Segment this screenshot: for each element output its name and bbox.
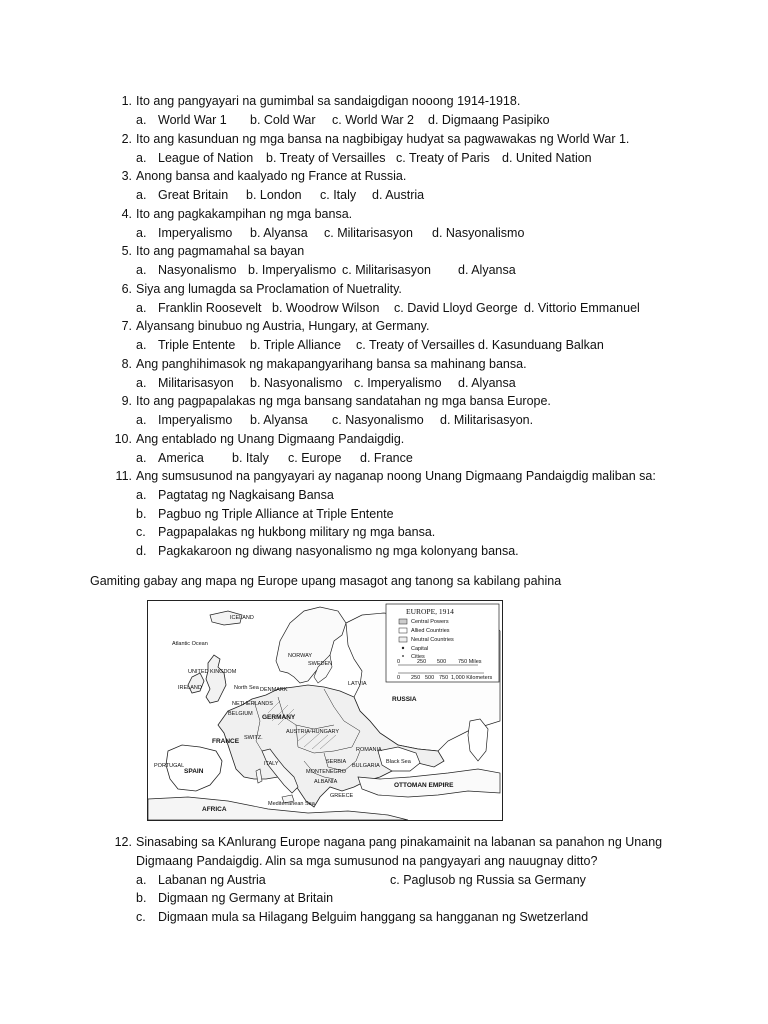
question-number: 8.	[121, 357, 132, 371]
option-c: c. Nasyonalismo	[332, 413, 424, 427]
question-text: Ito ang pagpapalakas ng mga bansang sandatahan ng mga bansa Europe.	[136, 394, 551, 408]
option-d: d. France	[360, 451, 413, 465]
option-b: b. Treaty of Versailles	[266, 151, 386, 165]
map-drawing	[148, 601, 502, 820]
label-ottoman: OTTOMAN EMPIRE	[394, 782, 454, 789]
option-d: d. Alyansa	[458, 376, 516, 390]
option-letter: a.	[136, 226, 147, 240]
label-atlantic: Atlantic Ocean	[172, 641, 208, 647]
label-spain: SPAIN	[184, 768, 204, 775]
scale-label: 750 Miles	[458, 659, 482, 665]
option-c: c. Treaty of Versailles	[356, 338, 475, 352]
option-text: Pagtatag ng Nagkaisang Bansa	[158, 488, 334, 502]
option-c: c. Europe	[288, 451, 342, 465]
scale-label: 0	[397, 659, 401, 665]
label-romania: ROMANIA	[356, 747, 382, 753]
map-instruction: Gamiting gabay ang mapa ng Europe upang masagot ang tanong sa kabilang pahina	[90, 574, 562, 588]
question-text: Anong bansa and kaalyado ng France at Russia.	[136, 169, 407, 183]
option-d: d. Digmaang Pasipiko	[428, 113, 550, 127]
legend-central-powers: Central Powers	[411, 619, 449, 625]
label-denmark: DENMARK	[260, 687, 288, 693]
label-greece: GREECE	[330, 793, 354, 799]
option-letter: a.	[136, 873, 147, 887]
option-a: Imperyalismo	[158, 413, 233, 427]
question-number: 9.	[121, 394, 132, 408]
option-text: Labanan ng Austria	[158, 873, 266, 887]
option-text: Pagpapalakas ng hukbong military ng mga bansa.	[158, 525, 436, 539]
option-c: c. Militarisasyon	[324, 226, 413, 240]
label-sweden: SWEDEN	[308, 661, 333, 667]
scale-label: 0	[397, 675, 401, 681]
option-text: Pagbuo ng Triple Alliance at Triple Entente	[158, 507, 394, 521]
option-b: b. London	[246, 188, 302, 202]
question-number: 1.	[121, 94, 132, 108]
label-germany: GERMANY	[262, 714, 296, 721]
option-letter: b.	[136, 891, 147, 905]
scale-label: 500	[425, 675, 435, 681]
question-text: Ito ang kasunduan ng mga bansa na nagbibigay hudyat sa pagwawakas ng World War 1.	[136, 132, 630, 146]
option-c: c. Treaty of Paris	[396, 151, 490, 165]
europe-map	[147, 600, 503, 821]
label-portugal: PORTUGAL	[154, 763, 185, 769]
option-a: Franklin Roosevelt	[158, 301, 262, 315]
question-text: Ito ang pangyayari na gumimbal sa sandaigdigan nooong 1914-1918.	[136, 94, 521, 108]
option-a: Triple Entente	[158, 338, 236, 352]
label-uk: UNITED KINGDOM	[188, 669, 237, 675]
option-d: d. Alyansa	[458, 263, 516, 277]
question-text: Siya ang lumagda sa Proclamation of Nuetrality.	[136, 282, 402, 296]
option-d: d. Austria	[372, 188, 425, 202]
scale-label: 250	[417, 659, 427, 665]
option-letter: a.	[136, 338, 147, 352]
scale-label: 250	[411, 675, 421, 681]
question-text: Ang sumsusunod na pangyayari ay naganap noong Unang Digmaang Pandaigdig maliban sa:	[136, 469, 656, 483]
label-black-sea: Black Sea	[386, 759, 411, 765]
label-montenegro: MONTENEGRO	[306, 769, 347, 775]
option-letter: a.	[136, 376, 147, 390]
option-b: b. Nasyonalismo	[250, 376, 343, 390]
option-letter: a.	[136, 451, 147, 465]
option-letter: a.	[136, 151, 147, 165]
option-a: Great Britain	[158, 188, 229, 202]
label-mediterranean: Mediterranean Sea	[268, 801, 315, 807]
question-text: Ito ang pagmamahal sa bayan	[136, 244, 305, 258]
scale-label: 1,000 Kilometers	[451, 675, 493, 681]
option-letter: c.	[136, 525, 146, 539]
question-number: 5.	[121, 244, 132, 258]
capital-icon	[402, 647, 404, 649]
label-russia: RUSSIA	[392, 696, 417, 703]
option-c: c. Militarisasyon	[342, 263, 431, 277]
option-b: b. Triple Alliance	[250, 338, 342, 352]
option-b: b. Italy	[232, 451, 269, 465]
map-title: EUROPE, 1914	[406, 607, 454, 616]
option-a: America	[158, 451, 204, 465]
label-austria-hungary: AUSTRIA-HUNGARY	[286, 729, 340, 735]
question-number: 7.	[121, 319, 132, 333]
option-d: d. Militarisasyon.	[440, 413, 534, 427]
label-switzerland: SWITZ.	[244, 735, 263, 741]
option-d: d. Kasunduang Balkan	[478, 338, 604, 352]
option-text: Digmaan ng Germany at Britain	[158, 891, 334, 905]
label-belgium: BELGIUM	[228, 711, 253, 717]
label-albania: ALBANIA	[314, 779, 338, 785]
legend-neutral: Neutral Countries	[411, 637, 454, 643]
question-text: Alyansang binubuo ng Austria, Hungary, at Germany.	[136, 319, 430, 333]
label-iceland: ICELAND	[230, 615, 254, 621]
option-a: Imperyalismo	[158, 226, 233, 240]
label-bulgaria: BULGARIA	[352, 763, 380, 769]
option-letter: a.	[136, 413, 147, 427]
option-d: d. Vittorio Emmanuel	[524, 301, 640, 315]
question-text: Ito ang pagkakampihan ng mga bansa.	[136, 207, 353, 221]
legend-capital: Capital	[411, 646, 429, 652]
option-text: Digmaan mula sa Hilagang Belguim hanggang sa hangganan ng Swetzerland	[158, 910, 589, 924]
option-b: b. Alyansa	[250, 413, 308, 427]
option-a: Militarisasyon	[158, 376, 234, 390]
label-france: FRANCE	[212, 738, 240, 745]
option-a: Nasyonalismo	[158, 263, 237, 277]
option-b: b. Imperyalismo	[248, 263, 337, 277]
label-africa: AFRICA	[202, 806, 227, 813]
option-c: c. Imperyalismo	[354, 376, 442, 390]
label-netherlands: NETHERLANDS	[232, 701, 273, 707]
question-text: Ang panghihimasok ng makapangyarihang bansa sa mahinang bansa.	[136, 357, 527, 371]
option-text: c. Paglusob ng Russia sa Germany	[390, 873, 586, 887]
question-number: 12.	[114, 835, 132, 849]
label-italy: ITALY	[264, 761, 279, 767]
option-letter: c.	[136, 910, 146, 924]
question-number: 2.	[121, 132, 132, 146]
option-letter: a.	[136, 188, 147, 202]
option-d: d. United Nation	[502, 151, 592, 165]
option-c: c. Italy	[320, 188, 357, 202]
legend-allied: Allied Countries	[411, 628, 450, 634]
question-number: 11.	[115, 469, 132, 483]
option-b: b. Alyansa	[250, 226, 308, 240]
label-ireland: IRELAND	[178, 685, 202, 691]
option-b: b. Cold War	[250, 113, 316, 127]
label-norway: NORWAY	[288, 653, 313, 659]
option-text: Pagkakaroon ng diwang nasyonalismo ng mga kolonyang bansa.	[158, 544, 519, 558]
legend-cities: Cities	[411, 654, 425, 660]
option-letter: b.	[136, 507, 147, 521]
question-text: Sinasabing sa KAnlurang Europe nagana pang pinakamainit na labanan sa panahon ng Unang	[136, 835, 663, 849]
option-letter: a.	[136, 301, 147, 315]
question-number: 3.	[121, 169, 132, 183]
option-c: c. David Lloyd George	[394, 301, 518, 315]
label-latvia: LATVIA	[348, 681, 367, 687]
option-letter: a.	[136, 113, 147, 127]
option-letter: d.	[136, 544, 147, 558]
option-letter: a.	[136, 263, 147, 277]
option-a: World War 1	[158, 113, 227, 127]
option-a: League of Nation	[158, 151, 254, 165]
question-text: Ang entablado ng Unang Digmaang Pandaigdig.	[136, 432, 405, 446]
option-letter: a.	[136, 488, 147, 502]
label-north-sea: North Sea	[234, 685, 259, 691]
city-icon	[402, 655, 404, 657]
question-text: Digmaang Pandaigdig. Alin sa mga sumusunod na pangyayari ang nauugnay ditto?	[136, 854, 598, 868]
question-number: 4.	[121, 207, 132, 221]
option-c: c. World War 2	[332, 113, 414, 127]
scale-label: 500	[437, 659, 447, 665]
question-number: 6.	[121, 282, 132, 296]
option-d: d. Nasyonalismo	[432, 226, 525, 240]
option-b: b. Woodrow Wilson	[272, 301, 380, 315]
scale-label: 750	[439, 675, 449, 681]
label-serbia: SERBIA	[326, 759, 347, 765]
question-number: 10.	[114, 432, 132, 446]
